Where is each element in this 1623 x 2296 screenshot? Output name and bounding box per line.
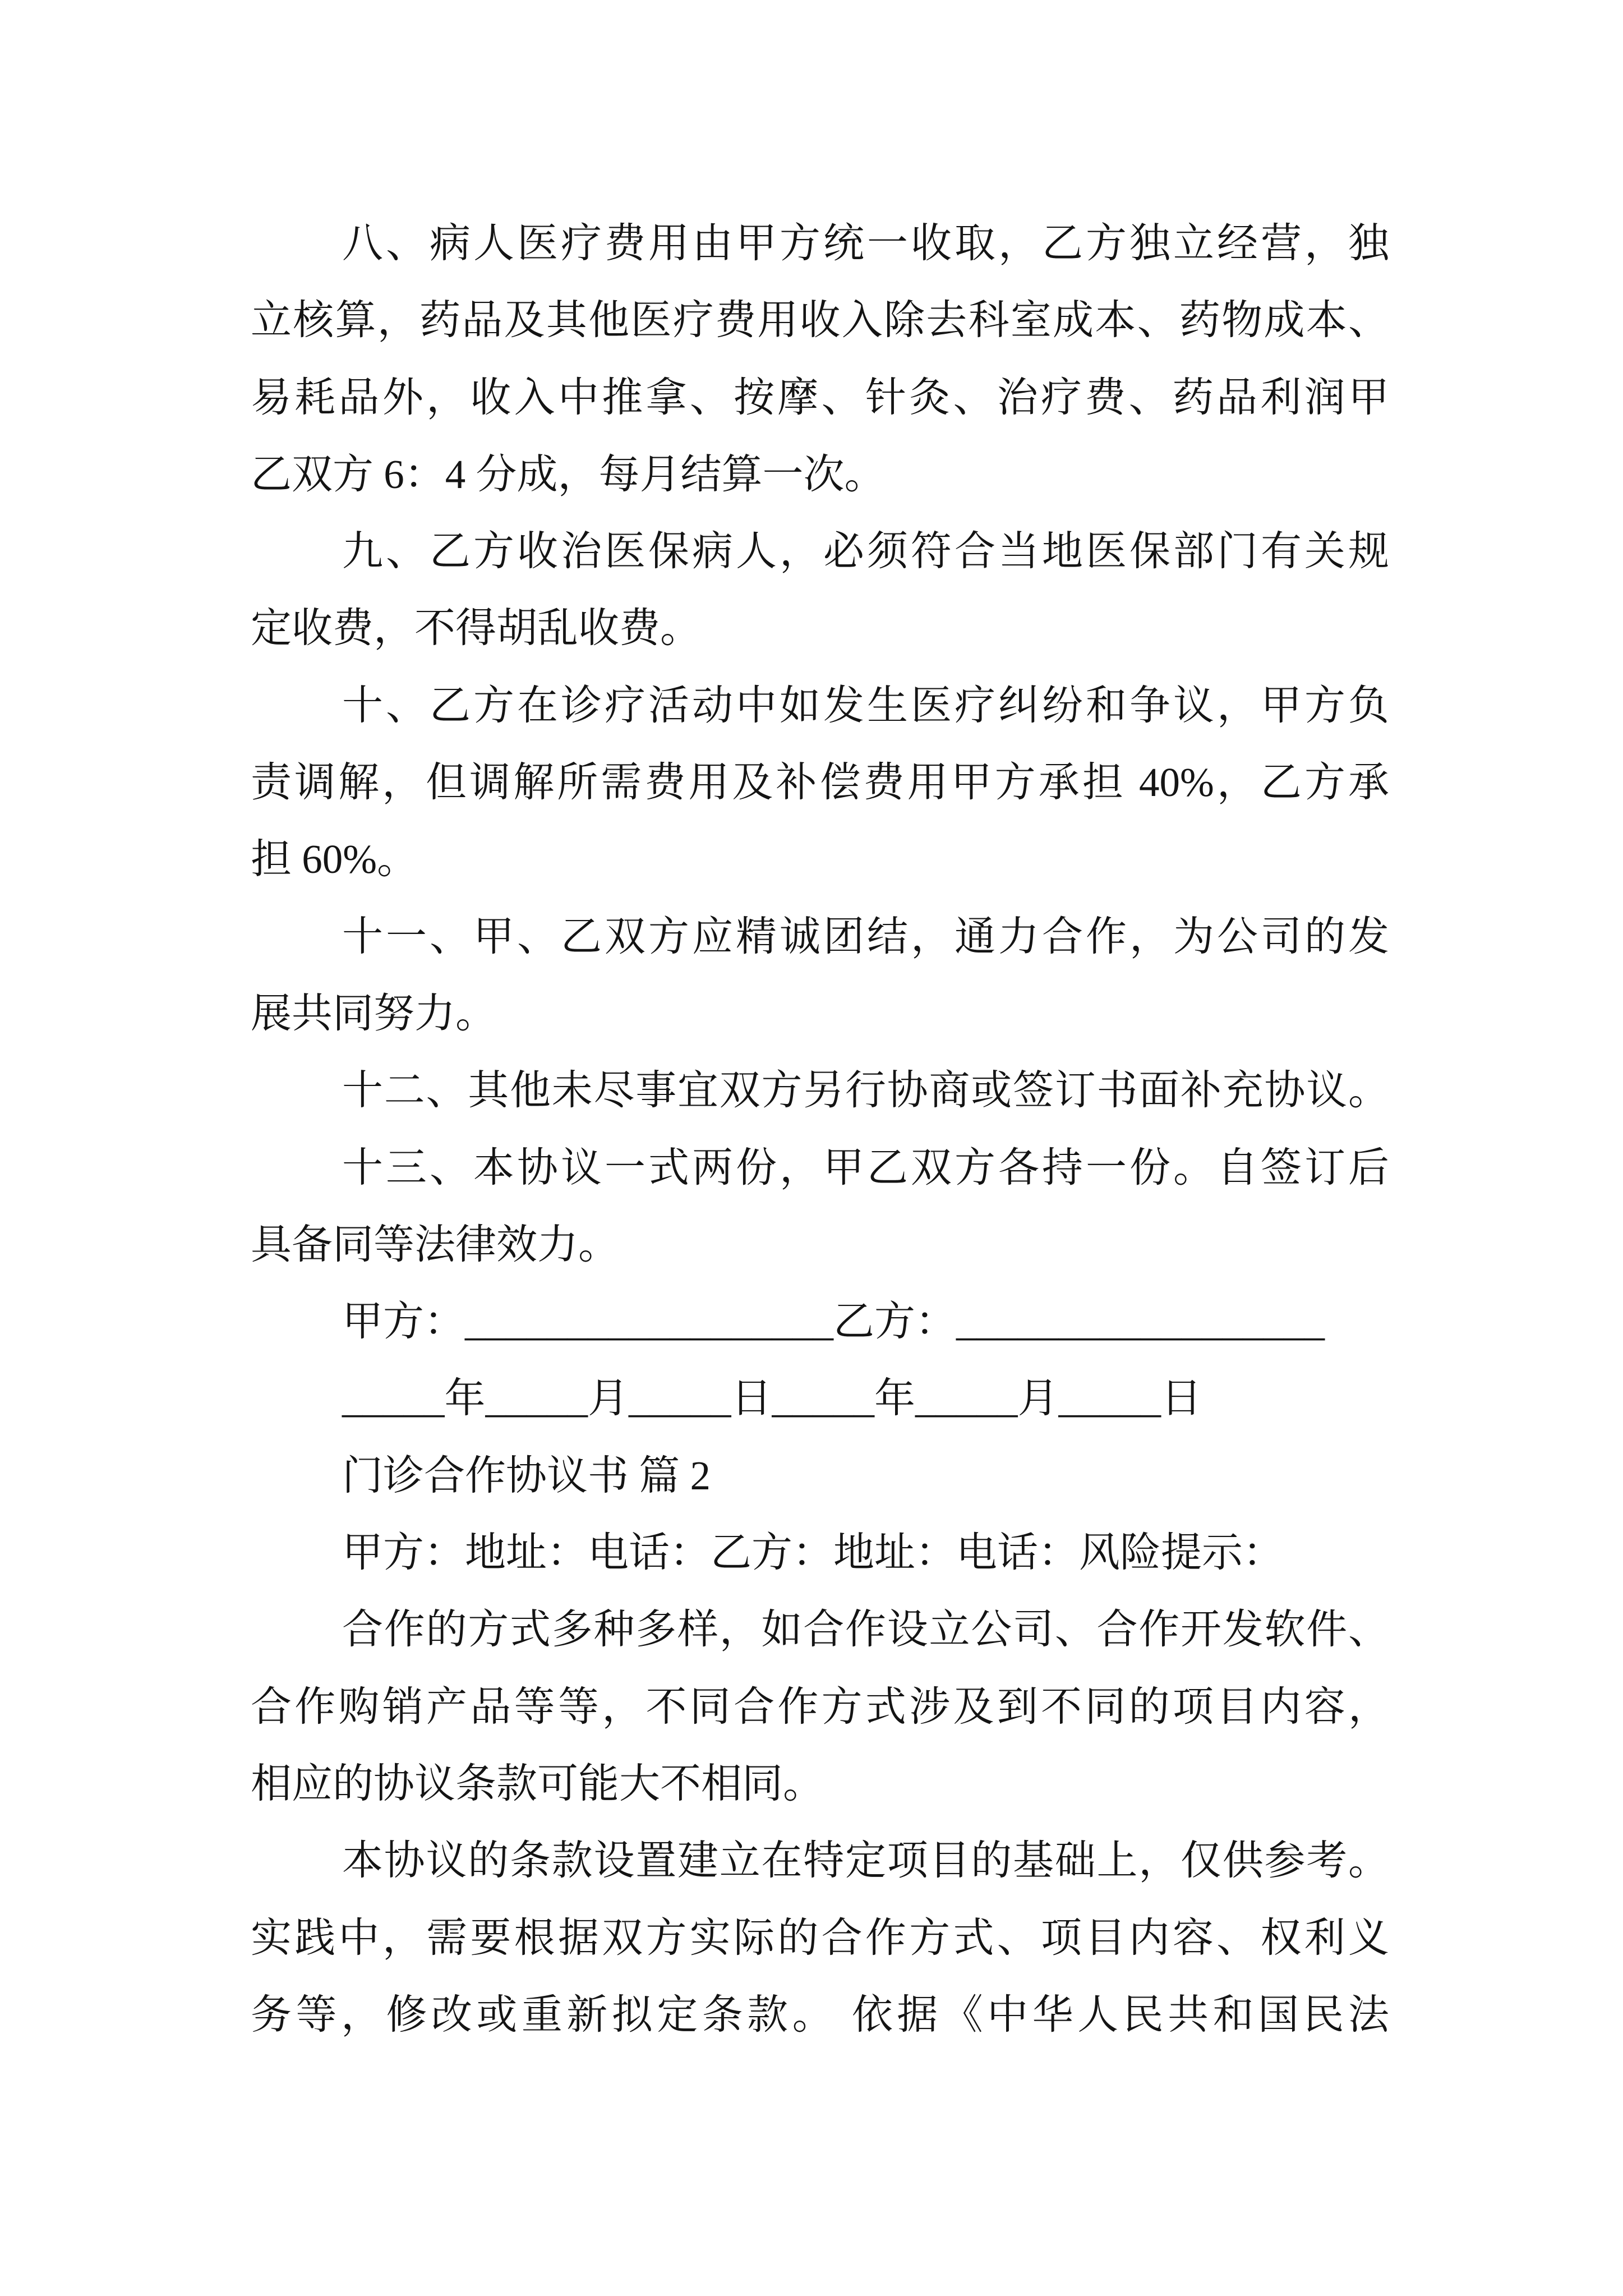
text-line: 合作的方式多种多样，如合作设立公司、合作开发软件、 [342,1607,1389,1653]
clause-10 [251,667,1389,898]
text-line: 九、乙方收治医保病人，必须符合当地医保部门有关规 [342,528,1389,574]
text-line: 易耗品外，收入中推拿、按摩、针灸、治疗费、药品利润甲 [251,374,1389,420]
text-line: 相应的协议条款可能大不相同。 [251,1760,824,1806]
text-line: 合作购销产品等等，不同合作方式涉及到不同的项目内容， [251,1683,1389,1729]
document-body [251,205,1389,2053]
text-line: 乙双方 6：4 分成，每月结算一次。 [251,451,886,497]
clause-8 [251,205,1389,513]
clause-12 [251,1052,1389,1129]
signature-parties-line: 甲方：__________________乙方：__________________ [342,1299,1325,1345]
parties-info: 甲方：地址：电话：乙方：地址：电话：风险提示： [342,1530,1284,1576]
signature-date-line: _____年_____月_____日_____年_____月_____日 [342,1375,1202,1421]
text-line: 责调解，但调解所需费用及补偿费用甲方承担 40%，乙方承 [251,760,1389,806]
signature-block [251,1283,1389,1437]
text-line: 展共同努力。 [251,990,496,1036]
text-line: 八、病人医疗费用由甲方统一收取，乙方独立经营，独 [342,220,1389,266]
text-line: 十、乙方在诊疗活动中如发生医疗纠纷和争议，甲方负 [342,682,1389,728]
clause-13 [251,1129,1389,1283]
text-line: 具备同等法律效力。 [251,1221,619,1267]
note-paragraph-1 [251,1591,1389,1822]
text-line: 十三、本协议一式两份，甲乙双方各持一份。自签订后 [342,1144,1389,1190]
text-line: 十二、其他未尽事宜双方另行协商或签订书面补充协议。 [342,1068,1389,1114]
text-line: 担 60%。 [251,836,418,882]
text-line: 立核算，药品及其他医疗费用收入除去科室成本、药物成本、 [251,297,1389,343]
text-line: 十一、甲、乙双方应精诚团结，通力合作，为公司的发 [342,913,1389,959]
note-paragraph-2 [251,1822,1389,2053]
clause-11 [251,898,1389,1052]
text-line: 本协议的条款设置建立在特定项目的基础上，仅供参考。 [342,1838,1389,1884]
text-line: 务等，修改或重新拟定条款。 依据《中华人民共和国民法 [251,1991,1389,2037]
section-title: 门诊合作协议书 篇 2 [342,1452,711,1498]
text-line: 定收费，不得胡乱收费。 [251,605,701,651]
text-line: 实践中，需要根据双方实际的合作方式、项目内容、权利义 [251,1915,1389,1961]
clause-9 [251,513,1389,667]
